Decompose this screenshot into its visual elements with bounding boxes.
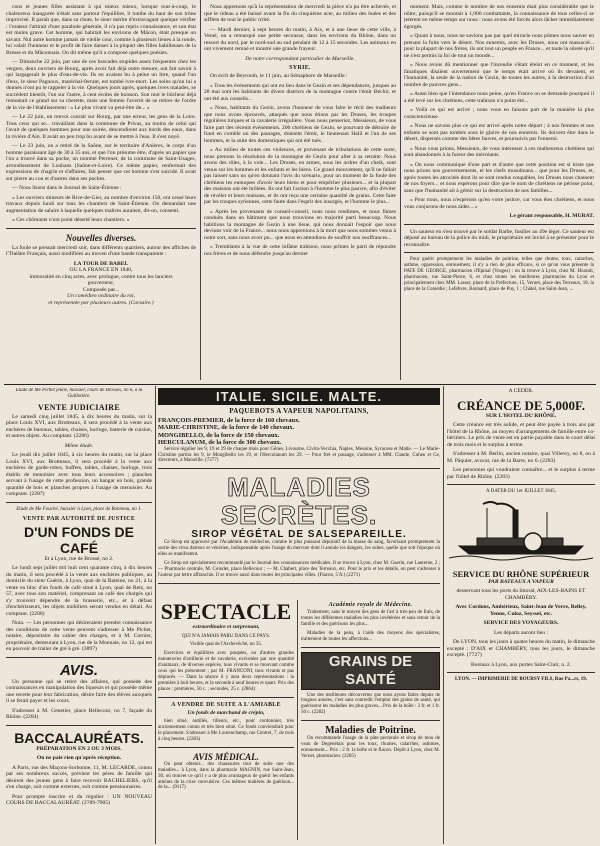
paragraph: — Le 23 juin, on a retiré de la Saône, sur le territoire d'Anières, le corps d'un homme paraissant âgé de 30 à 35 ans, et que l'on présume être, d'après un papier que l'on a trouvé dans sa poche, un nommé Perrenet, de la commune de Saint-Usages, arrondissement de Louhans (Saône-et-Loire). Ce même papier, renfermait des expressions de chagrin et d'affaires, fait penser que cet homme s'est suicidé. Il avait sur pierre au cou et d'autres dans ses poches. [6,143,196,182]
divider [158,468,440,469]
paragraph: « Les ouvriers mineurs de Rive-de-Gier, au nombre d'environ 150, ont cessé leurs travaux depuis lundi sur tous les chantiers de Saint-Étienne. On demandait une augmentation de salaire à laquelle quelques maîtres auraient, dit-on, consenti. [6,194,196,214]
water-waves [449,556,593,560]
column-divider [297,600,298,840]
spectacle-block [158,600,294,794]
paragraph: — Dimanche 22 juin, par une de ces bravades stupides assez fréquentes chez les vergers, deux ouvriers de Bourg, après avoir fait déjà outre mesure, ont fait savoir à qui largagerait le plus d'eau-de-vie. Ils en avaient bu à peine un litre, quand l'un d'eux, le sieur Pagnoux, maréchal-ferrant, est tombé ivre-mort. Les soins qu'on lui a donnés n'ont pu le rappeler à la vie. Quelques jours après, quelques ivres malades, se succèdent bientôt, l'un sur l'autre, à cent écoles de boisson. Son mot le bûcheur déjà remontait ce grand sur sa cherette, mais une femme l'avertit de se retirer de l'ordre de la vie de l'établissement : « Le plus vivant va peut-être de... » [6,59,196,111]
paragraph: Nous apprenons qu'à la représentation de mercredi la pièce n'a pu être achevée, et que le rideau a été baissé avant la fin du cinquième acte, au milieu des huées et des sifflets de tout le public irrité. [204,4,396,23]
subheading: A CÉDER. [508,388,534,394]
divider [158,583,440,584]
divider [158,697,294,698]
paragraph: moment. Mais, comme le nombre de nos ennemis était plus considérable que le nôtre, puisqu'il se montait à 1,000 combattants, la connaissance de tous celles-ci se jetèrent en même temps sur nous : nous avons été forcés alors lâcher immédiatement égorgés. [404,4,594,30]
notice-title-large: CRÉANCE DE 5,000F. [456,397,586,413]
ad-subheadline: SIROP VÉGÉTAL DE SALSEPAREILLE. [191,529,407,541]
subheading: extraordinaire et surprenant, [192,624,260,630]
notice-title: VENTE JUDICIAIRE [38,402,120,412]
paragraph: Le samedi cinq juillet 1845, à dix heures du matin, sur la place Louis XVI, aux Brotteaux, il sera procédé à la vente aux enchères de bureaux, tables, chaises, horloge, batterie de cuisine, et autres objets. Au comptant. (2286) [6,413,152,440]
paragraph: Les personnes qui voudraient connaître... et le surplus à terme par l'hôtel de Rhône. (2283) [447,467,595,480]
bottom-right-column [447,388,595,840]
section-divider [4,384,596,385]
paragraph: Le lundi sept juillet mil huit cent quarante cinq, à dix heures du matin, il sera procédé à la vente aux enchères publiques, au domicile du sieur Guérin, à Lyon, quai de la Baleine, no 21, à la vente en bloc d'un fonds de café situé à Lyon, quai de Retz, no 57, avec tous son matériel, comprenant un café des chargés qui s'y trouvent dépendre de la brasserie, etc., et à défaut d'enchérisseurs, les objets mobiliers seront vendus en détail. Au comptant. (2288) [6,565,152,617]
subheading: QUI N'A JAMAIS PARU DANS CE PAYS. [181,633,271,639]
paragraph: Cette créance est très solide, et peut être payée à trois ans par l'hôtel de la Rhône, au moyen d'arrangements de famille entre co-héritiers. Le prix de vente est en partie payable dans le court délai de trois mois et le surplus à terme. [447,422,595,448]
paragraph: — Mardi dernier, à sept heures du matin, à Aix, et à une lieue de cette ville, à Venel, on a remarqué une petite secousse, dans les environs du Rhône, dans un ressort du nord, par le nord-sud au sud pendant de 12 à 15 secondes. Les animaux en ont vivement remué et montré une grande frayeur. [204,26,396,52]
paragraph: Nota. — Les personnes qui désireraient prendre connaissance des conditions de cette vente peuvent s'adresser à Me Pichet, notaire, dépositaire du cahier des charges, et à M. Cornier, propriétaire, demeurant à Lyon, rue de la Monnaie, no 12, qui est en pouvoir de traiter de gré à gré. (3897) [6,620,152,653]
boat-deck [477,538,563,546]
paragraph: Pour prompte inscrire et du régulier : UN NOUVEAU COURS DE BACCALAURÉAT. (2789-7905) [6,793,152,807]
ship-line: MARIE-CHRISTINE, de la force de 140 chevaux. [158,424,295,432]
boat-hull [459,546,583,554]
divider [158,747,294,748]
top-column-1 [6,4,196,382]
ship-line: FRANÇOIS-PREMIER, de la force de 160 chevaux. [158,417,300,424]
paragraph: On peut obtenir... des chaussures tout de suite une des maladies... à Lyon, dans la pharmacie MAGNIN, rue Saint-Jean, 30, où trouver ce qu'il y a de plus avantageux de guérir les enfants atteints de la crise convulsive. Ces mêmes matières de guérison... de la... (9117) [158,761,294,791]
notice-title: VENTE PAR AUTORITÉ DE JUSTICE [22,515,136,522]
bottom-middle-column [158,388,440,840]
notice-title: Maladies de Poitrine. [325,725,416,737]
medical-block [301,600,440,763]
divider [6,228,196,229]
imprint: LYON. — IMPRIMERIE DE BOURSY FILS, Rue Pa...rs, 19. [454,677,587,683]
paddle-wheel [524,533,542,551]
ad-headline: SPECTACLE [160,599,292,624]
paragraph: « Nous vous prions, Messieurs, de vous intéresser à ces malheureux chrétiens qui sont abandonnés à la fureur des mécréants. [404,145,594,158]
poster-line: immoralité en cinq actes, avec prologue, contre tous les lanciers [29,273,173,280]
paragraph: On recommande l'usage de la pâte pectorale et sirop de mou de veau de Degenétais pour les toux, rhumes, catarrhes, asthmes, enrouement... Prix : 2 fr. la boîte et le flacon. Dépôt à Lyon, chez M. Vernet, pharmacien. (2285) [301,736,440,759]
column-divider [443,386,444,844]
paragraph: Un personne qui se retire des affaires, qui possède des connaissances en manipulation des liqueurs et qui possède même une recette pour leur fabrication, désire faire des élèves auxquels il se ferait payer et les cours. [6,678,152,705]
subheading: Un fonds de marchand de crépin, [187,709,265,716]
divider [6,657,152,658]
paragraph: « Au milieu de toutes ces violences, et provenant de tribulations de cette sorte, nous prenons la résolution de la montagne de Gezin pour aller à sa retraite. Nous avons des rôles, à la voie... Les Druses, en armes, sous les ordres d'un cheik, sont venus sur les hommes et les enfants et les biens. Ce grand mouvement, qu'il ne fallait pas laisser sans un qu'en donnant l'avis du scénario, pour un moment de la foule des chrétiens les eunuques d'avoir leurs biens et pour empêcher plusieurs... et la plupart des maisons ont été brûlées. Ils ont fait l'action à l'homme le plus pauvre, afin d'éviter de révéler et leurs maisons, et ils ont reçu une certaine quantité de grains. Cette faite par les troupes syriennes, cette faute dans l'esprit des insurgés, et l'homme le plus... [204,147,396,205]
subheading: Les départs auront lieu : [493,629,549,636]
top-column-2 [204,4,396,382]
paragraph: Traitement, sans le moyen des gens de l'art à très-peu de frais, de toutes les différentes maladies les plus invétérées et sans retour de la famille et des guérisons les plus... [301,610,440,627]
subheading: SERVICE DES VOYAGEURS. [483,620,559,627]
paragraph: Maladies de la peau, à l'aide des moyens des spécialistes, traitement de toutes les affections... [301,630,440,642]
paragraph: — Nous lisons dans le Journal de Saint-Étienne : [12,185,122,191]
paragraph: Service régulier les 9, 19 et 29 de chaque mois pour Gênes, Livourne, Civita-Vecchia, Naples, Messine, Syracuse et Malte. — Le Marie-Christine partira les 9, le Mongibello les 19, et l'Herculanum les 29. — Pour fret et passage, s'adresser à MM. Claude, Cohen et Ce, directeurs, à Marseille. (7277) [158,446,440,464]
boat-funnel [513,510,518,538]
divider [301,647,440,648]
paragraph: Exercices et équilibres avec poupées, ou d'autres grandes manœuvres d'artillerie et de cavalerie, exécutées par une quantité d'animaux, de diverses espèces, tous vivants et se mouvant comme ceux qui les présentent ; par M. FRANCONI, tous vivants et pas déplacés. — Dans la séance il y aura deux représentations : la première à huit heures, et la seconde à neuf heures et quart. Prix des places : premières, 50 c. ; secondes, 25 c. (2864) [158,651,294,692]
notice-title: Académie royale de Médecine. [328,602,413,608]
paragraph: « Nous, habitants du Gezin, avons l'honneur de vous faire le récit des malheurs que nous avons éprouvés, attaqués que nous étions par les Druses, les troupes régulières turques et la cavalerie irrégulière. Vous nous penseriez, Messieurs, de vous faire part des récents événements. 200 chrétiens de Gezin, se pourvant de détruire de fond en comble un des passages, donnent l'émir, le lieutenant Halil et l'un de ses hommes, et la suite des domestiques qui ont été tués. [204,105,396,144]
divider [404,224,594,225]
subheading: A DATER DU 1er JUILLET 1845, [486,489,556,494]
column-divider [400,0,401,380]
notice-title-large: BACCALAURÉATS. [14,729,144,746]
paragraph: « Quant à nous, nous ne savions pas par quel miracle nous pûmes nous sauver en prenant la fuite vers le désert. Nos ennemis, avec les Druses, nous ont massacré... pour la plupart de nos frères, ils ont tout un peuple en France... et toute la sûreté qu'il ne s'est permis la foi de tout un monde... [404,33,594,59]
divider [6,502,152,503]
paragraph: S'adresser à M. Berlin, ancien notaire, quai Villeroy, no 8, ou à M. Pâquier, avocat, rue de la Barre, no 6. (2283) [447,451,595,464]
notice-title-large: D'UN FONDS DE CAFÉ [24,523,134,556]
ad-headline: GRAINS DE SANTÉ [301,652,440,690]
paragraph: — Le 22 juin, un renvoi courait sur Bourg, par une erreur, les gens de la Loire. Tous ceux qui se... travaillant dans la commune de Privas, au moins de celui qui l'avait de quelques hommes pour une soirée, descendirent aux bords des eaux, dans la rivière d'Ain. Il avait un peu trop bu avant de se mettre à l'eau. Il s'est noyé. [6,114,196,140]
paragraph: S'adresser à M. Genetier, place Bellecour, no 7, façade du Rhône. (2284) [6,707,152,721]
subheading: Visible quai de l'Archevêché, no 35. [189,642,263,648]
paragraph: desservant tous les ports du littoral, AIX-LES-BAINS ET CHAMBÉRY. [456,588,586,601]
steamboat-illustration [447,498,595,564]
paragraph: Ce Sirop est approuvé par l'Académie de médecine, comme le plus puissant dépuratif de la masse du sang, favorisant promptement la sortie des virus darteux et vénérien, indispensable après l'usage du mercure dont il annule les dangers, les suites, quelle que soit l'époque où elles se manifestent. [158,540,440,558]
paragraph: « Après les provenants de conseil-conseil, nous nous rendimes, et nous fûmes conduits dans un bâtiment que nous trouvions en majorité parti beaucoup. Nous habitions la montagne de Gezin à une lieue, qui nous donnait l'espoir que nous devions voir de la France... nous nous apprenions à la mort que nous sommes venus à notre sort, sans nous avoir pu... que nous en attendions de souffrir nos souffrances... [204,208,396,241]
paragraph: « Voilà ce qui est arrivé ; nous vous en faisons part de la manière la plus consciencieuse. [404,107,594,120]
subheading: On ne paie rien qu'après réception. [36,755,122,762]
ship-line: MONGIBELLO, de la force de 150 chevaux. [158,431,280,439]
subheading: Même étude. [64,442,94,449]
divider [301,720,440,721]
paragraph: Ce Sirop est spécialement recommandé par le Journal des connaissances médicales. Il se trouve à Lyon, chez M. Guerin, rue Lanterne, 2 ; — Pharmacie centrale, M. Coindet, place Bellecour ; — M. Chabert, place des Terreaux, etc. Pour le prix et les détails, on peut s'adresser à l'auteur par lettre affranchie. Il se trouve aussi dans toutes les principales villes. (Flacon, 5 fr.) (2271) [158,561,440,578]
smoke-icon [483,502,515,510]
poster-line: gouverneur, [87,280,115,286]
paragraph: « Pour nous, nous n'espérons qu'en votre justice, car vous êtes chrétiens, et nous vous conjurons de nous aider... » [404,197,594,210]
paragraph: Une des meilleures découvertes que nous ayons faites depuis de longues années, c'est sans contredit l'emploi des grains de santé, qui guérissent les maladies les plus graves... Prix de la boîte : 3 fr. et 1 fr. 50 c. (2282) [301,692,440,716]
poster-line: OU LA FRANCE EN 1840, [69,267,133,273]
subheading: Et à Lyon, rue de Brossé, no 2. [44,555,114,562]
paragraph: Le jeudi dix juillet 1845, à six heures du matin, sur la place Louis XVI, aux Brotteaux, il sera procédé à la vente aux enchères de garde-robes, buffets, tables, chaises, horloge, trois établis de menuisier avec tous leurs accessoires ; planches servant à l'usage de cette profession, un hangar en bois, grande quantité de bois et planches propres à l'usage de menuisier. Au comptant. (2287) [6,452,152,498]
poster-line: et représentée par plusieurs autres. (Corsaire.) [48,299,154,306]
paragraph: « Nous avons dû mentionner que l'incendie s'était éteint en ce moment, et les fanatiques disaient ouvertement que le temps était arrivé où ils devaient, et l'humanité, la seule de la nation de Gezin, de toutes les autres, à la destruction d'un nombre de pauvres gens... [404,62,594,88]
paragraph: De notre correspondant particulier de Marseille. [245,55,355,62]
paragraph: « Nous ne savons plus ce qui est arrivé après notre départ ; à nos femmes et nos enfants se sont pas tombés sous le glaive de nos ennemis. Ils doivent être dans le désert, dispersés comme des bêtes fauves, et poursuivis par l'ennemi. [404,123,594,142]
legal-header: Etude de Me Pichet jeune, huissier, cours de Brosses, no 6, à la Guillotière. [15,388,143,399]
ad-headline: MALADIES SECRÈTES. [220,472,378,531]
paragraph: « Tous les événements qui ont eu lieu dans le Gezin et ses dépendances, jusques au 28 mai sont les habitants de divers districts de la montagne contre l'émir Béchir, et ont été aux conseils... [204,82,396,102]
divider [404,252,594,253]
poster-line: Composée par... [82,286,120,293]
notice-title-large: AVIS. [59,661,99,679]
signature: Le gérant responsable, H. MURAT. [509,213,594,219]
divider [447,672,595,673]
poster-line: Un comédien ordinaire du roi, [67,293,135,299]
subheading: SUR L'HOTEL DU RHÔNE. [485,412,557,419]
paragraph: « On nous communique d'une part et d'autre que cette position est si triste que nous prions nos gouvernements, et les chefs musulmans... que pour les Druses, et, après toutes les atrocités dont ils se sont rendus coupables, les Druses nous chassent de nos foyers... et nous espérons pour dire que le nom de chrétiens ne périsse point, sans que l'humanité ait à gémir sur la destruction de nos familles... [404,161,594,194]
paragraph: A Paris, rue des Maçons-Sorbonne, 11, M. LECARDE, connu par ses nombreux succès, prévient les pères de famille qui désirent des jeunes gens à faire recevoir BACHELIERS, qu'il s'en charge, soit comme externes, soit comme pensionnaires. [6,764,152,791]
paragraph: « Ces chômants n'ont point déserté leurs chantiers. » [12,217,130,223]
paragraph: Bureaux à Lyon, aux portes Saint-Clair, n. 2. [471,661,571,668]
top-column-3 [404,4,594,382]
column-divider [155,386,156,844]
paragraph: « Tremblants à la vue de cette infâme trahison, nous prîmes le parti de répondre nos frères et de nous défendre jusqu'au dernier [204,244,396,257]
notice-title: A VENDRE DE SUITE A L'AMIABLE [171,701,281,708]
paragraph: bien situé, outillés, tilleurs, etc., pour cordonnier, très anciennement connu et très bien situé. Ce fonds conviendrait pour le placement. S'adresser à Me Lourenchamp, rue Centrel, 7, de trois à cinq heures. (2283) [158,719,294,742]
paragraph: La foule se pressait mercredi soir, dans différents quartiers, autour des affiches de l'Théâtre Français, aussi modifiées au moven d'une bande transparente : [6,244,196,257]
poster-line: LA TOUR DE BABEL [73,260,129,267]
legal-header: Etude de Me Fouché, huissier à Lyon, place de Bonneau, no 1. [16,506,142,512]
subheading: PAQUEBOTS A VAPEUR NAPOLITAINS, [229,407,369,415]
bottom-left-column [6,388,152,840]
paragraph: On écrit de Beyrouth, le 11 juin, au Sémaphore de Marseille : [210,73,348,79]
advertisement: Pour guérir promptement les maladies de poitrine, telles que rhume, toux, catarrhes, asthme, oppression, enrouement, il n'y a rien de plus efficace, si ce qu'on vous présente la PATE DE GEORGE, pharmacien d'Epinal (Vosges) : on la trouve à Lyon, chez M. Hurault, pharmacien, rue Saint-Pierre, 6, et chez toutes les meilleures pharmacies du Lyon et principalement chez MM. Lasser, place de la Préfecture, 15, Vernet, place des Terreaux, 18, la place de la Comédie ; Lefebvre, Bonnard, place de Puy, 1 ; Châtel, rue Saint-Jean, ... [404,257,594,292]
divider [6,725,152,726]
steamer-banner: ITALIE. SICILE. MALTE. [158,388,440,405]
paragraph: De LYON, tous les jours à quatre heures du matin, le dimanche excepté ; D'AIX et CHAMBÉRY, tous les jours, le dimanche excepté. (7727) [447,639,595,659]
paragraph: Avec Cordons, Ambérieux, Saint-Jean de Verre, Belley, Yenne, Culoz, Seyssel, etc. [455,604,587,617]
paragraph: « Aussi bien que l'intendance nous peine, qu'en France on se demande pourquoi il a été levé sur les chrétiens, cette trahison n'a point été... [404,91,594,104]
column-divider [200,0,201,380]
section-heading: SYRIE. [289,65,311,71]
subheading: PRÉPARATION EN 2 OU 3 MOIS. [36,745,122,752]
subheading: PAR BATEAUX A VAPEUR [488,578,554,585]
ship-line: HERCULANUM, de la force de 300 chevaux. [158,439,282,447]
paragraph: cons et jeunes filles assistant à qui mieux mieux, lorsque tout-à-coup, le chaleureux inaugurée n'était sans partout l'équilibre, il tombe du haut de son trône improvisé. Il paraît que, dans sa chute, le sieur mérite d'extravagant quelque vérifier : l'orateur l'attirait d'une parabole générale, il n'a pas repris connaissance, et son état est moins grave. Cet homme, qui habitait les environs de Mâcon, était presque un savant. Nul autre homme jamais de vieille cour, comme à plusieurs lieues à la ronde, lui valait l'honneur et le profit de faire danser à la plupart des filles habilleuses de la Bresse et du Mâconnais. On dit même qu'il a composé quelques poésies. [6,4,196,56]
notice: Un sauteur en s'est trouvé par le soldat Barbe, fusilier au 49e léger. Ce sauteur est déposé au bureau de la police du midi, le propriétaire est invité à se présenter pour le reconnaître. [404,228,594,248]
notice-title: SERVICE DU RHÔNE SUPÉRIEUR [452,568,590,579]
divider [447,484,595,485]
section-heading: Nouvelles diverses. [65,232,137,243]
notice-title: AVIS MÉDICAL. [193,751,259,762]
